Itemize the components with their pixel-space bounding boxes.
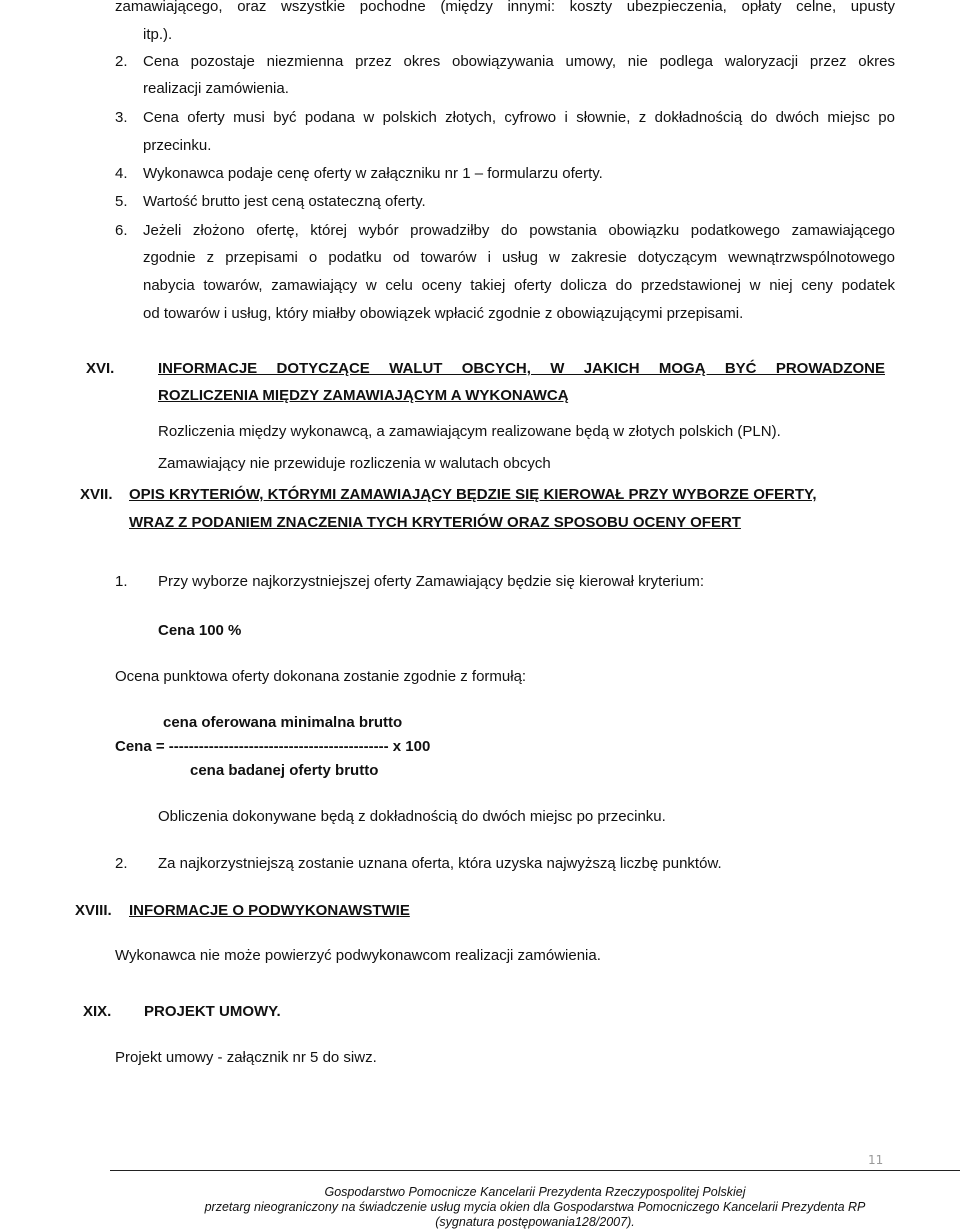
section-heading: INFORMACJE DOTYCZĄCE WALUT OBCYCH, W JAKICH MOGĄ BYĆ PROWADZONE: [158, 360, 885, 377]
list-number: 3.: [115, 109, 128, 126]
formula-rhs: x 100: [388, 738, 431, 755]
list-item-text: Za najkorzystniejszą zostanie uznana oferta, która uzyska najwyższą liczbę punktów.: [158, 855, 722, 872]
section-number: XVIII.: [75, 902, 112, 919]
formula-lhs: Cena =: [115, 738, 169, 755]
list-item-text: od towarów i usług, który miałby obowiązek wpłacić zgodnie z obowiązującymi przepisami.: [143, 305, 744, 322]
paragraph: Projekt umowy - załącznik nr 5 do siwz.: [115, 1049, 377, 1066]
paragraph: Wykonawca nie może powierzyć podwykonawcom realizacji zamówienia.: [115, 947, 601, 964]
list-number: 6.: [115, 222, 128, 239]
list-item-text: nabycia towarów, zamawiający w celu oceny takiej oferty dolicza do przedstawionej w niej ceny podatek: [143, 277, 895, 294]
footer-line: Gospodarstwo Pomocnicze Kancelarii Prezydenta Rzeczypospolitej Polskiej: [324, 1185, 746, 1199]
formula-divider: --------------------------------------------: [168, 738, 389, 755]
list-number: 5.: [115, 193, 128, 210]
list-number: 4.: [115, 165, 128, 182]
list-item-text: przecinku.: [143, 137, 212, 154]
list-item-text: Przy wyborze najkorzystniejszej oferty Zamawiający będzie się kierował kryterium:: [158, 573, 705, 590]
paragraph: Ocena punktowa oferty dokonana zostanie zgodnie z formułą:: [115, 668, 527, 685]
list-item-text: Wykonawca podaje cenę oferty w załączniku nr 1 – formularzu oferty.: [143, 165, 603, 182]
section-number: XVII.: [80, 486, 113, 503]
list-number: 2.: [115, 855, 128, 872]
section-heading: PROJEKT UMOWY.: [144, 1003, 281, 1020]
section-number: XIX.: [83, 1003, 112, 1020]
footer-divider: [110, 1170, 960, 1171]
paragraph: Obliczenia dokonywane będą z dokładnością do dwóch miejsc po przecinku.: [158, 808, 666, 825]
section-heading: OPIS KRYTERIÓW, KTÓRYMI ZAMAWIAJĄCY BĘDZIE SIĘ KIEROWAŁ PRZY WYBORZE OFERTY,: [129, 486, 817, 503]
criterion-label: Cena 100 %: [158, 622, 242, 639]
formula-line: [115, 738, 430, 755]
list-item-text: Wartość brutto jest ceną ostateczną oferty.: [143, 193, 426, 210]
section-number: XVI.: [86, 360, 115, 377]
list-item-text: Cena oferty musi być podana w polskich złotych, cyfrowo i słownie, z dokładnością do dwóch miejsc po: [143, 109, 895, 126]
list-item-text: zgodnie z przepisami o podatku od towarów i usług w zakresie dotyczącym wewnątrzwspólnotowego: [143, 249, 895, 266]
page-number: 11: [868, 1153, 884, 1167]
paragraph-line: zamawiającego, oraz wszystkie pochodne (między innymi: koszty ubezpieczenia, opłaty celne, upusty: [115, 0, 895, 15]
paragraph-line: itp.).: [143, 26, 173, 43]
formula-numerator: cena oferowana minimalna brutto: [163, 714, 403, 731]
section-heading: INFORMACJE O PODWYKONAWSTWIE: [129, 902, 410, 919]
section-heading: ROZLICZENIA MIĘDZY ZAMAWIAJĄCYM A WYKONAWCĄ: [158, 387, 569, 404]
list-item-text: realizacji zamówienia.: [143, 80, 289, 97]
paragraph: Rozliczenia między wykonawcą, a zamawiającym realizowane będą w złotych polskich (PLN).: [158, 423, 781, 440]
footer-line: przetarg nieograniczony na świadczenie usług mycia okien dla Gospodarstwa Pomocniczego Kancelarii Prezydenta RP: [204, 1200, 866, 1214]
paragraph: Zamawiający nie przewiduje rozliczenia w walutach obcych: [158, 455, 551, 472]
list-item-text: Cena pozostaje niezmienna przez okres obowiązywania umowy, nie podlega waloryzacji przez okres: [143, 53, 895, 70]
formula-denominator: cena badanej oferty brutto: [190, 762, 379, 779]
section-heading: WRAZ Z PODANIEM ZNACZENIA TYCH KRYTERIÓW ORAZ SPOSOBU OCENY OFERT: [129, 514, 741, 531]
list-item-text: Jeżeli złożono ofertę, której wybór prowadziłby do powstania obowiązku podatkowego zamawiającego: [143, 222, 895, 239]
list-number: 1.: [115, 573, 128, 590]
list-number: 2.: [115, 53, 128, 70]
footer-line: (sygnatura postępowania128/2007).: [435, 1215, 635, 1229]
